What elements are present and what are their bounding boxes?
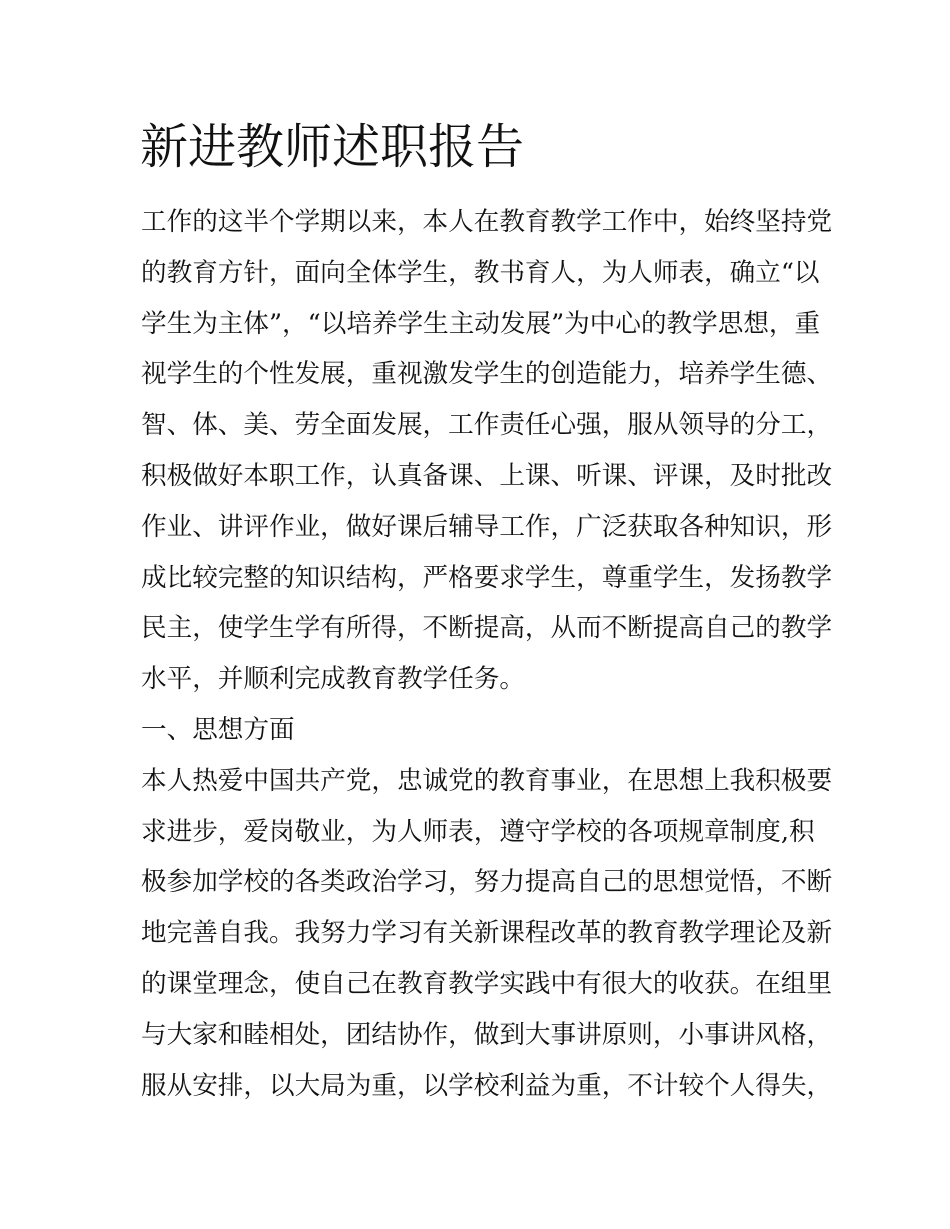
text-line: 成比较完整的知识结构，严格要求学生，尊重学生，发扬教学 <box>141 562 833 593</box>
text-line: 视学生的个性发展，重视激发学生的创造能力，培养学生德、 <box>141 359 833 390</box>
text-line: 求进步，爱岗敬业，为人师表，遵守学校的各项规章制度,积 <box>141 816 815 847</box>
document-title: 新进教师述职报告 <box>140 119 525 175</box>
section-heading: 一、思想方面 <box>141 714 295 745</box>
text-line: 智、体、美、劳全面发展，工作责任心强，服从领导的分工， <box>141 410 833 441</box>
text-line: 服从安排，以大局为重，以学校利益为重，不计较个人得失， <box>141 1070 833 1101</box>
text-line: 积极做好本职工作，认真备课、上课、听课、评课，及时批改 <box>141 460 833 491</box>
text-line: 民主，使学生学有所得，不断提高，从而不断提高自己的教学 <box>141 613 833 644</box>
text-line: 与大家和睦相处，团结协作，做到大事讲原则，小事讲风格， <box>141 1019 833 1050</box>
text-line: 的课堂理念，使自己在教育教学实践中有很大的收获。在组里 <box>141 968 833 999</box>
text-line: 极参加学校的各类政治学习，努力提高自己的思想觉悟，不断 <box>141 867 833 898</box>
text-line: 本人热爱中国共产党，忠诚党的教育事业，在思想上我积极要 <box>141 765 833 796</box>
text-line: 作业、讲评作业，做好课后辅导工作，广泛获取各种知识，形 <box>141 511 833 542</box>
text-line: 水平，并顺利完成教育教学任务。 <box>141 664 525 695</box>
text-line: 学生为主体”，“以培养学生主动发展”为中心的教学思想，重 <box>141 308 821 339</box>
text-line: 工作的这半个学期以来，本人在教育教学工作中，始终坚持党 <box>141 207 833 237</box>
document-body <box>141 197 833 1111</box>
text-line: 地完善自我。我努力学习有关新课程改革的教育教学理论及新 <box>141 918 833 949</box>
text-line: 的教育方针，面向全体学生，教书育人，为人师表，确立“以 <box>141 257 820 288</box>
